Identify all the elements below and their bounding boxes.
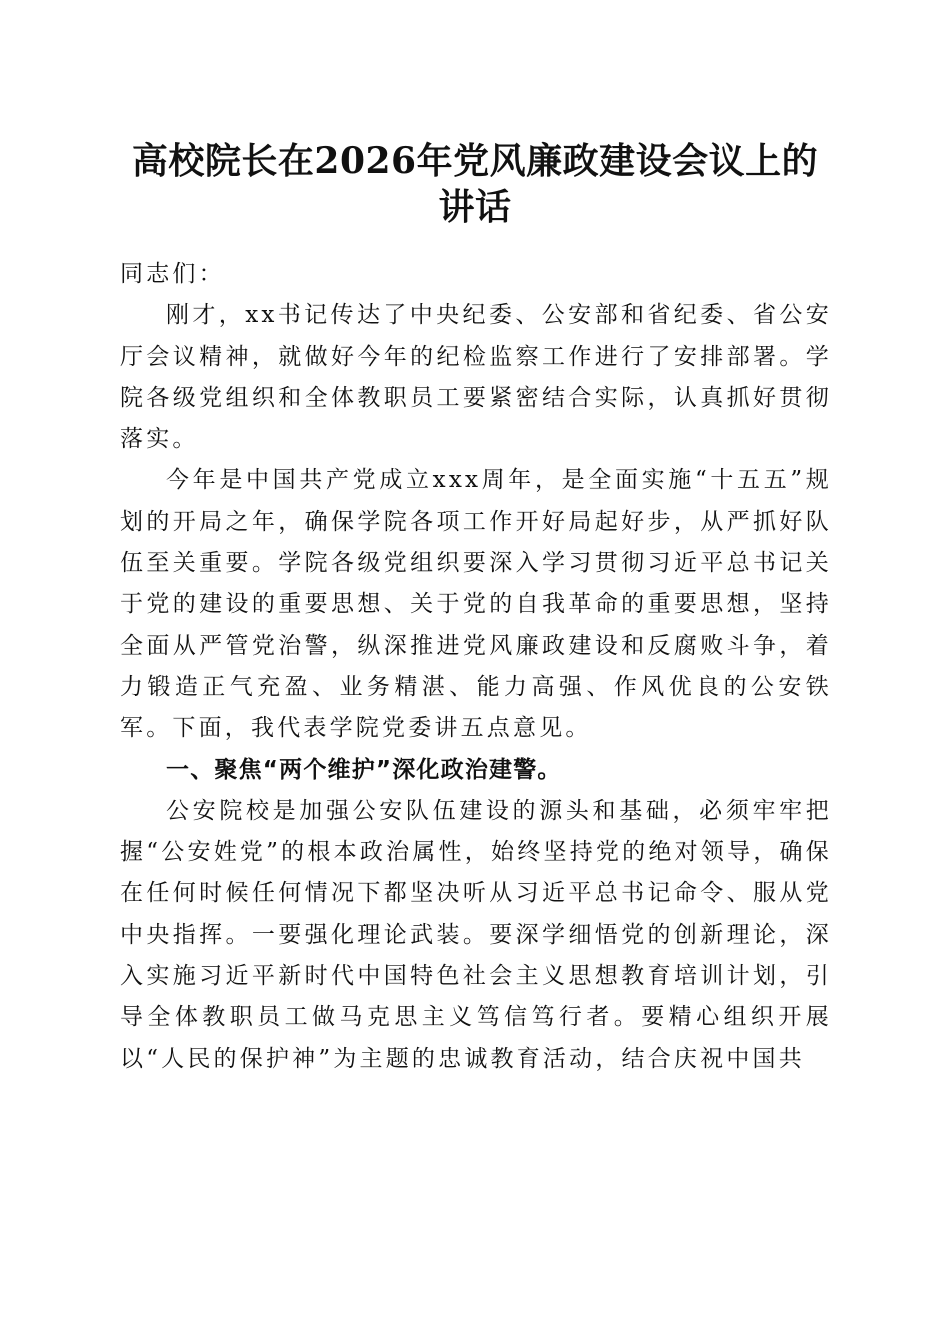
salutation: 同志们：	[120, 261, 225, 287]
document-title: 高校院长在2026年党风廉政建设会议上的讲话	[131, 140, 819, 228]
section-paragraph: 公安院校是加强公安队伍建设的源头和基础，必须牢牢把握“公安姓党”的根本政治属性，始终坚持党的绝对领导，确保在任何时候任何情况下都坚决听从习近平总书记命令、服从党中央指挥。一要强化理论武装。要深学细悟党的创新理论，深入实施习近平新时代中国特色社会主义思想教育培训计划，引导全体教职员工做马克思主义笃信笃行者。要精心组织开展以“人民的保护神”为主题的忠诚教育活动，结合庆祝中国共	[120, 797, 832, 1072]
section-heading: 一、聚焦“两个维护”深化政治建警。	[166, 756, 562, 783]
paragraph-intro: 刚才，xx书记传达了中央纪委、公安部和省纪委、省公安厅会议精神，就做好今年的纪检监察工作进行了安排部署。学院各级党组织和全体教职员工要紧密结合实际，认真抓好贯彻落实。	[120, 302, 832, 453]
document-body	[120, 254, 832, 1080]
paragraph-context: 今年是中国共产党成立xxx周年，是全面实施“十五五”规划的开局之年，确保学院各项工作开好局起好步，从严抓好队伍至关重要。学院各级党组织要深入学习贯彻习近平总书记关于党的建设的重要思想、关于党的自我革命的重要思想，坚持全面从严管党治警，纵深推进党风廉政建设和反腐败斗争，着力锻造正气充盈、业务精湛、能力高强、作风优良的公安铁军。下面，我代表学院党委讲五点意见。	[120, 467, 832, 742]
